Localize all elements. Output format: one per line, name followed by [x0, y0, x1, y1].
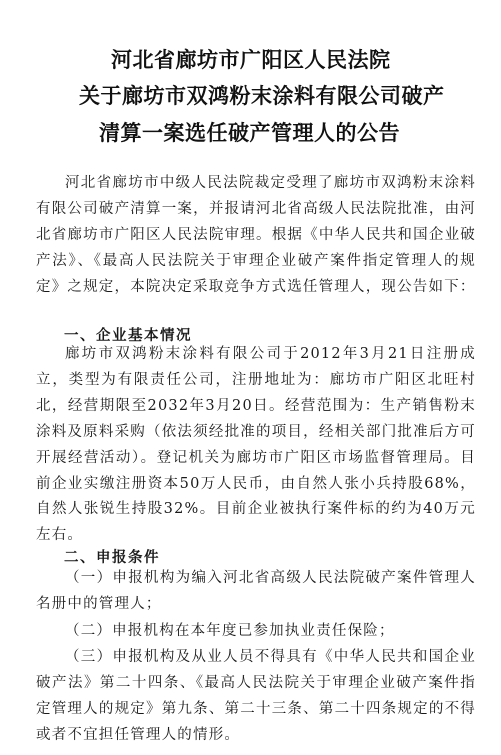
intro-paragraph: 河北省廊坊市中级人民法院裁定受理了廊坊市双鸿粉末涂料有限公司破产清算一案，并报请河北省高级人民法院批准，由河北省廊坊市广阳区人民法院审理。根据《中华人民共和国企业破产法》、《最高人民法院关于审理企业破产案件指定管理人的规定》之规定，本院决定采取竞争方式选任管理人，现公告如下：	[36, 175, 476, 295]
condition-item-2: （二）申报机构在本年度已参加执业责任保险；	[65, 623, 395, 639]
title-announcement-line: 清算一案选任破产管理人的公告	[99, 121, 400, 145]
enterprise-info-paragraph: 廊坊市双鸿粉末涂料有限公司于2012年3月21日注册成立，类型为有限责任公司，注册地址为：廊坊市广阳区北旺村北，经营期限至2032年3月20日。经营范围为：生产销售粉末涂料及原料采购（依法须经批准的项目，经相关部门批准后方可开展经营活动）。登记机关为廊坊市广阳区市场监督管理局。目前企业实缴注册资本50万人民币，由自然人张小兵持股68%，自然人张锐生持股32%。目前企业被执行案件标的约为40万元左右。	[36, 346, 476, 544]
section-heading-application-conditions: 二、申报条件	[64, 550, 160, 566]
condition-item-3: （三）申报机构及从业人员不得具有《中华人民共和国企业破产法》第二十四条、《最高人民法院关于审理企业破产案件指定管理人的规定》第九条、第二十三条、第二十四条规定的不得或者不宜担任管理人的情形。	[36, 649, 476, 743]
title-subject-line: 关于廊坊市双鸿粉末涂料有限公司破产	[79, 84, 445, 108]
section-heading-enterprise-info: 一、企业基本情况	[64, 328, 192, 344]
condition-item-1: （一）申报机构为编入河北省高级人民法院破产案件管理人名册中的管理人；	[36, 570, 476, 612]
title-court-name: 河北省廊坊市广阳区人民法院	[111, 48, 391, 72]
